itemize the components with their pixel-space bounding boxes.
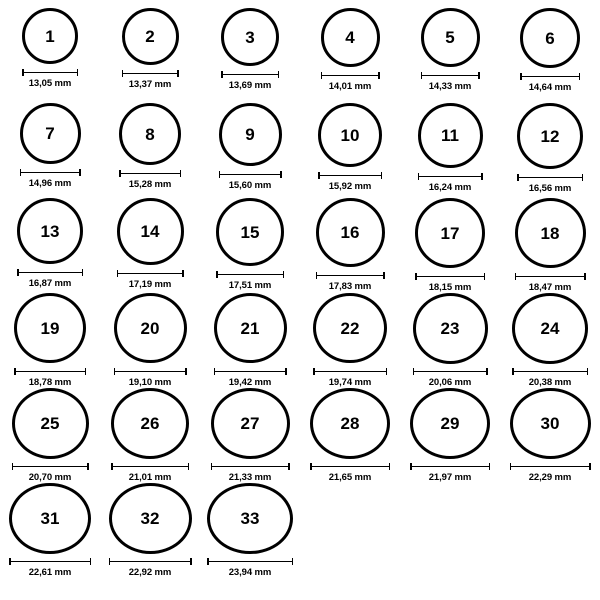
ring-size-label: 24 bbox=[540, 318, 560, 338]
diameter-value: 22,61 mm bbox=[28, 567, 72, 578]
diameter-measure-bar bbox=[316, 271, 385, 279]
ring-size-cell[interactable] bbox=[100, 293, 200, 388]
ring-size-label: 15 bbox=[240, 222, 260, 242]
ring-circle bbox=[421, 8, 480, 67]
diameter-measure-bar bbox=[512, 368, 588, 375]
ring-size-cell[interactable] bbox=[500, 198, 600, 293]
diameter-measure-bar bbox=[216, 270, 284, 278]
ring-circle bbox=[111, 388, 189, 459]
ring-circle bbox=[510, 388, 591, 459]
diameter-value: 18,78 mm bbox=[28, 377, 72, 388]
diameter-measure-bar bbox=[111, 463, 189, 470]
diameter-measure-bar bbox=[515, 272, 586, 280]
ring-size-label: 5 bbox=[445, 28, 455, 47]
ring-circle bbox=[17, 198, 83, 264]
ring-size-label: 31 bbox=[40, 509, 60, 529]
ring-size-cell[interactable] bbox=[500, 8, 600, 103]
diameter-value: 17,51 mm bbox=[228, 280, 272, 291]
ring-size-label: 1 bbox=[45, 26, 55, 46]
ring-size-label: 8 bbox=[145, 124, 155, 144]
ring-circle bbox=[410, 388, 490, 459]
diameter-value: 15,60 mm bbox=[228, 180, 272, 191]
diameter-measure-bar bbox=[321, 71, 380, 79]
ring-size-cell[interactable] bbox=[100, 388, 200, 483]
ring-circle bbox=[109, 483, 192, 554]
ring-circle bbox=[117, 198, 184, 265]
diameter-value: 13,69 mm bbox=[228, 80, 272, 91]
ring-circle bbox=[415, 198, 485, 268]
ring-circle bbox=[517, 103, 583, 169]
diameter-value: 22,92 mm bbox=[128, 567, 172, 578]
ring-circle bbox=[318, 103, 382, 167]
diameter-value: 20,70 mm bbox=[28, 472, 72, 483]
ring-size-label: 16 bbox=[340, 223, 360, 242]
diameter-value: 16,87 mm bbox=[28, 278, 72, 289]
diameter-value: 19,42 mm bbox=[228, 377, 272, 388]
ring-size-label: 29 bbox=[440, 413, 460, 433]
ring-size-label: 30 bbox=[540, 414, 560, 434]
ring-circle bbox=[207, 483, 293, 554]
ring-size-label: 13 bbox=[40, 221, 60, 241]
ring-size-cell[interactable] bbox=[0, 293, 100, 388]
ring-size-label: 10 bbox=[340, 125, 360, 145]
diameter-value: 21,65 mm bbox=[328, 472, 372, 483]
ring-size-cell[interactable] bbox=[0, 103, 100, 198]
diameter-value: 21,97 mm bbox=[428, 472, 472, 483]
ring-size-cell[interactable] bbox=[500, 388, 600, 483]
ring-size-cell[interactable] bbox=[400, 8, 500, 103]
diameter-value: 21,33 mm bbox=[228, 472, 272, 483]
ring-size-cell[interactable] bbox=[500, 103, 600, 198]
ring-size-label: 12 bbox=[540, 126, 560, 146]
diameter-value: 16,56 mm bbox=[528, 183, 572, 194]
diameter-measure-bar bbox=[410, 463, 490, 470]
ring-size-cell[interactable] bbox=[0, 483, 100, 578]
ring-size-cell[interactable] bbox=[300, 198, 400, 293]
diameter-value: 19,74 mm bbox=[328, 377, 372, 388]
diameter-measure-bar bbox=[310, 463, 390, 470]
diameter-value: 14,64 mm bbox=[528, 82, 572, 93]
ring-circle bbox=[14, 293, 86, 363]
ring-size-cell[interactable] bbox=[300, 293, 400, 388]
ring-size-label: 2 bbox=[145, 27, 155, 46]
ring-circle bbox=[214, 293, 287, 363]
diameter-value: 13,37 mm bbox=[128, 79, 172, 90]
diameter-value: 15,28 mm bbox=[128, 179, 172, 190]
diameter-measure-bar bbox=[12, 463, 89, 470]
diameter-measure-bar bbox=[214, 367, 287, 375]
ring-circle bbox=[313, 293, 387, 363]
ring-size-label: 17 bbox=[440, 223, 460, 243]
ring-circle bbox=[413, 293, 488, 364]
diameter-value: 18,47 mm bbox=[528, 282, 572, 293]
diameter-value: 14,33 mm bbox=[428, 81, 472, 92]
ring-circle bbox=[22, 8, 78, 64]
diameter-value: 15,92 mm bbox=[328, 181, 372, 192]
ring-circle bbox=[122, 8, 179, 65]
ring-size-cell[interactable] bbox=[200, 293, 300, 388]
ring-size-label: 18 bbox=[540, 223, 560, 243]
ring-size-label: 14 bbox=[140, 222, 160, 241]
ring-circle bbox=[114, 293, 187, 363]
diameter-value: 16,24 mm bbox=[428, 182, 472, 193]
diameter-value: 23,94 mm bbox=[228, 567, 272, 578]
ring-circle bbox=[310, 388, 390, 459]
diameter-measure-bar bbox=[17, 268, 83, 276]
diameter-measure-bar bbox=[207, 558, 293, 565]
ring-size-grid bbox=[0, 8, 600, 578]
ring-size-cell[interactable] bbox=[500, 293, 600, 388]
ring-size-label: 3 bbox=[245, 27, 255, 47]
diameter-value: 20,06 mm bbox=[428, 377, 472, 388]
ring-size-label: 20 bbox=[140, 318, 160, 338]
ring-circle bbox=[321, 8, 380, 67]
diameter-value: 20,38 mm bbox=[528, 377, 572, 388]
diameter-measure-bar bbox=[114, 367, 187, 375]
ring-size-label: 22 bbox=[340, 318, 360, 338]
diameter-measure-bar bbox=[318, 171, 382, 179]
ring-size-label: 19 bbox=[40, 318, 60, 338]
diameter-measure-bar bbox=[221, 70, 279, 78]
ring-size-label: 21 bbox=[240, 318, 260, 338]
diameter-measure-bar bbox=[211, 463, 290, 470]
ring-size-cell[interactable] bbox=[100, 483, 200, 578]
ring-circle bbox=[20, 103, 81, 164]
ring-size-cell[interactable] bbox=[100, 8, 200, 103]
diameter-measure-bar bbox=[520, 72, 580, 80]
diameter-value: 14,96 mm bbox=[28, 178, 72, 189]
ring-size-label: 28 bbox=[340, 413, 360, 433]
ring-circle bbox=[216, 198, 284, 266]
ring-size-label: 23 bbox=[440, 318, 460, 338]
ring-size-cell[interactable] bbox=[300, 388, 400, 483]
diameter-value: 13,05 mm bbox=[28, 78, 72, 89]
diameter-value: 17,19 mm bbox=[128, 279, 172, 290]
ring-size-cell[interactable] bbox=[200, 198, 300, 293]
ring-size-cell[interactable] bbox=[0, 388, 100, 483]
ring-circle bbox=[418, 103, 483, 168]
ring-size-cell[interactable] bbox=[200, 103, 300, 198]
ring-size-cell[interactable] bbox=[300, 8, 400, 103]
ring-circle bbox=[219, 103, 282, 166]
ring-size-label: 25 bbox=[40, 413, 60, 433]
ring-size-label: 26 bbox=[140, 413, 160, 433]
diameter-measure-bar bbox=[119, 169, 181, 177]
ring-size-cell[interactable] bbox=[400, 103, 500, 198]
diameter-measure-bar bbox=[219, 170, 282, 178]
ring-size-cell[interactable] bbox=[200, 483, 300, 578]
ring-size-cell[interactable] bbox=[400, 198, 500, 293]
diameter-value: 19,10 mm bbox=[128, 377, 172, 388]
diameter-value: 14,01 mm bbox=[328, 81, 372, 92]
diameter-measure-bar bbox=[418, 172, 483, 180]
diameter-measure-bar bbox=[413, 368, 488, 375]
ring-circle bbox=[211, 388, 290, 459]
ring-circle bbox=[119, 103, 181, 165]
diameter-measure-bar bbox=[421, 71, 480, 79]
diameter-measure-bar bbox=[109, 558, 192, 565]
diameter-measure-bar bbox=[20, 168, 81, 176]
ring-size-label: 4 bbox=[345, 28, 355, 47]
ring-size-label: 9 bbox=[245, 125, 255, 144]
ring-size-cell[interactable] bbox=[0, 8, 100, 103]
ring-size-label: 11 bbox=[441, 126, 459, 145]
ring-size-cell[interactable] bbox=[0, 198, 100, 293]
ring-circle bbox=[9, 483, 91, 554]
ring-size-cell[interactable] bbox=[400, 293, 500, 388]
ring-size-cell[interactable] bbox=[200, 8, 300, 103]
diameter-value: 22,29 mm bbox=[528, 472, 572, 483]
ring-circle bbox=[221, 8, 279, 66]
ring-size-cell[interactable] bbox=[300, 103, 400, 198]
diameter-measure-bar bbox=[517, 173, 583, 181]
diameter-value: 17,83 mm bbox=[328, 281, 372, 292]
ring-circle bbox=[316, 198, 385, 267]
ring-size-cell[interactable] bbox=[400, 388, 500, 483]
diameter-measure-bar bbox=[22, 68, 78, 76]
ring-size-label: 7 bbox=[45, 124, 55, 143]
ring-size-label: 27 bbox=[240, 413, 260, 433]
ring-size-label: 32 bbox=[140, 509, 160, 529]
diameter-measure-bar bbox=[122, 69, 179, 77]
ring-circle bbox=[12, 388, 89, 459]
ring-size-cell[interactable] bbox=[200, 388, 300, 483]
diameter-value: 18,15 mm bbox=[428, 282, 472, 293]
diameter-measure-bar bbox=[14, 367, 86, 375]
ring-circle bbox=[520, 8, 580, 68]
ring-size-label: 33 bbox=[240, 509, 260, 529]
diameter-measure-bar bbox=[117, 269, 184, 277]
diameter-measure-bar bbox=[415, 272, 485, 280]
ring-size-cell[interactable] bbox=[100, 103, 200, 198]
diameter-value: 21,01 mm bbox=[128, 472, 172, 483]
ring-circle bbox=[515, 198, 586, 268]
ring-size-cell[interactable] bbox=[100, 198, 200, 293]
ring-circle bbox=[512, 293, 588, 364]
diameter-measure-bar bbox=[9, 558, 91, 565]
ring-size-label: 6 bbox=[545, 28, 555, 48]
diameter-measure-bar bbox=[313, 367, 387, 375]
diameter-measure-bar bbox=[510, 463, 591, 470]
